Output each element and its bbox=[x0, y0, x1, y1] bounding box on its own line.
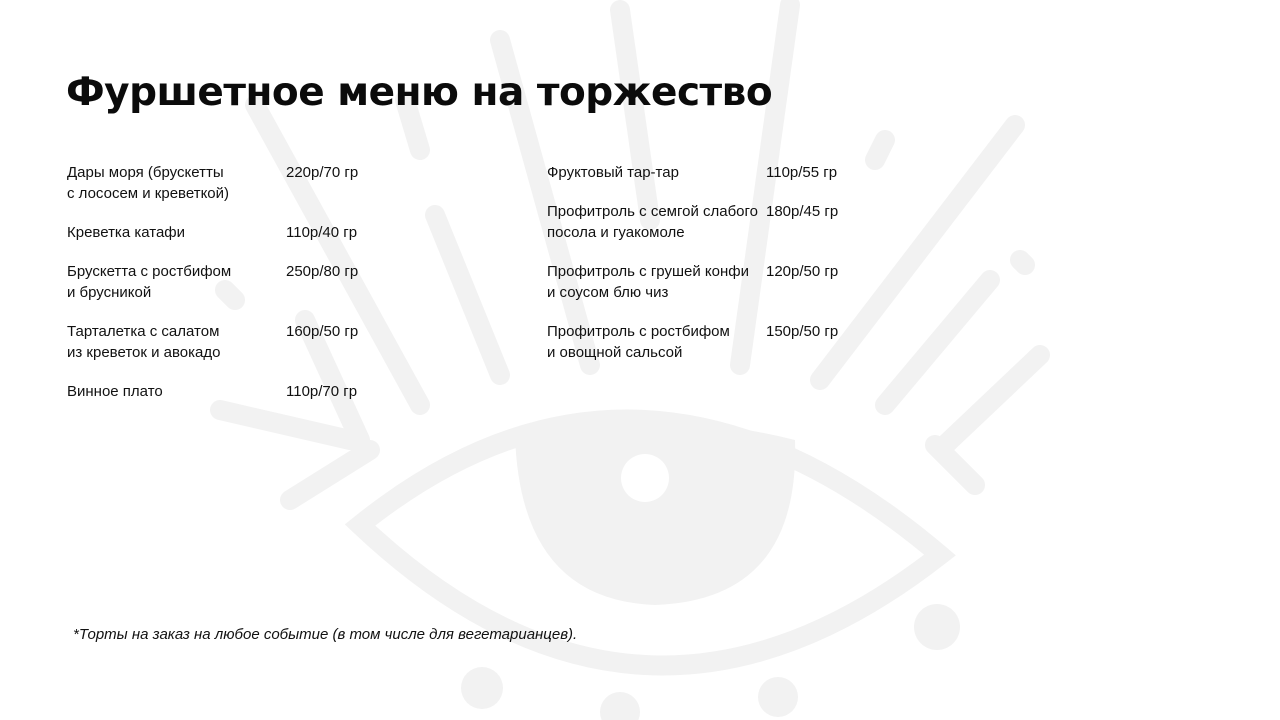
menu-item-name: Дары моря (брускетты с лососем и креветкой) bbox=[67, 164, 230, 202]
menu-item bbox=[67, 381, 397, 402]
menu-item-price: 160р/50 гр bbox=[286, 323, 359, 340]
menu-column-right bbox=[547, 162, 877, 381]
menu-item-name: Профитроль с семгой слабого посола и гуакомоле bbox=[547, 203, 759, 241]
menu-item-price: 110р/70 гр bbox=[286, 383, 358, 400]
menu-item-price: 220р/70 гр bbox=[286, 164, 359, 181]
menu-item bbox=[67, 261, 397, 303]
menu-column-left bbox=[67, 162, 397, 420]
menu-item-name: Винное плато bbox=[67, 383, 163, 400]
menu-item-name: Фруктовый тар-тар bbox=[547, 164, 679, 181]
menu-item-price: 110р/40 гр bbox=[286, 224, 358, 241]
page-title: Фуршетное меню на торжество bbox=[66, 70, 773, 115]
menu-item-price: 110р/55 гр bbox=[766, 164, 838, 181]
footnote: *Торты на заказ на любое событие (в том числе для вегетарианцев). bbox=[73, 626, 578, 643]
menu-item bbox=[67, 321, 397, 363]
menu-item-price: 180р/45 гр bbox=[766, 203, 839, 220]
menu-item-name: Профитроль с ростбифом и овощной сальсой bbox=[547, 323, 730, 361]
menu-item bbox=[547, 261, 877, 303]
menu-item-name: Креветка катафи bbox=[67, 224, 186, 241]
menu-item bbox=[547, 321, 877, 363]
menu-item-name: Тарталетка с салатом из креветок и авокадо bbox=[67, 323, 221, 361]
menu-item bbox=[67, 162, 397, 204]
menu-item-price: 150р/50 гр bbox=[766, 323, 839, 340]
menu-item-price: 250р/80 гр bbox=[286, 263, 359, 280]
menu-item-name: Брускетта с ростбифом и брусникой bbox=[67, 263, 232, 301]
menu-item-name: Профитроль с грушей конфи и соусом блю чиз bbox=[547, 263, 749, 301]
menu-item bbox=[67, 222, 397, 243]
menu-item-price: 120р/50 гр bbox=[766, 263, 839, 280]
menu-item bbox=[547, 162, 877, 183]
menu-item bbox=[547, 201, 877, 243]
